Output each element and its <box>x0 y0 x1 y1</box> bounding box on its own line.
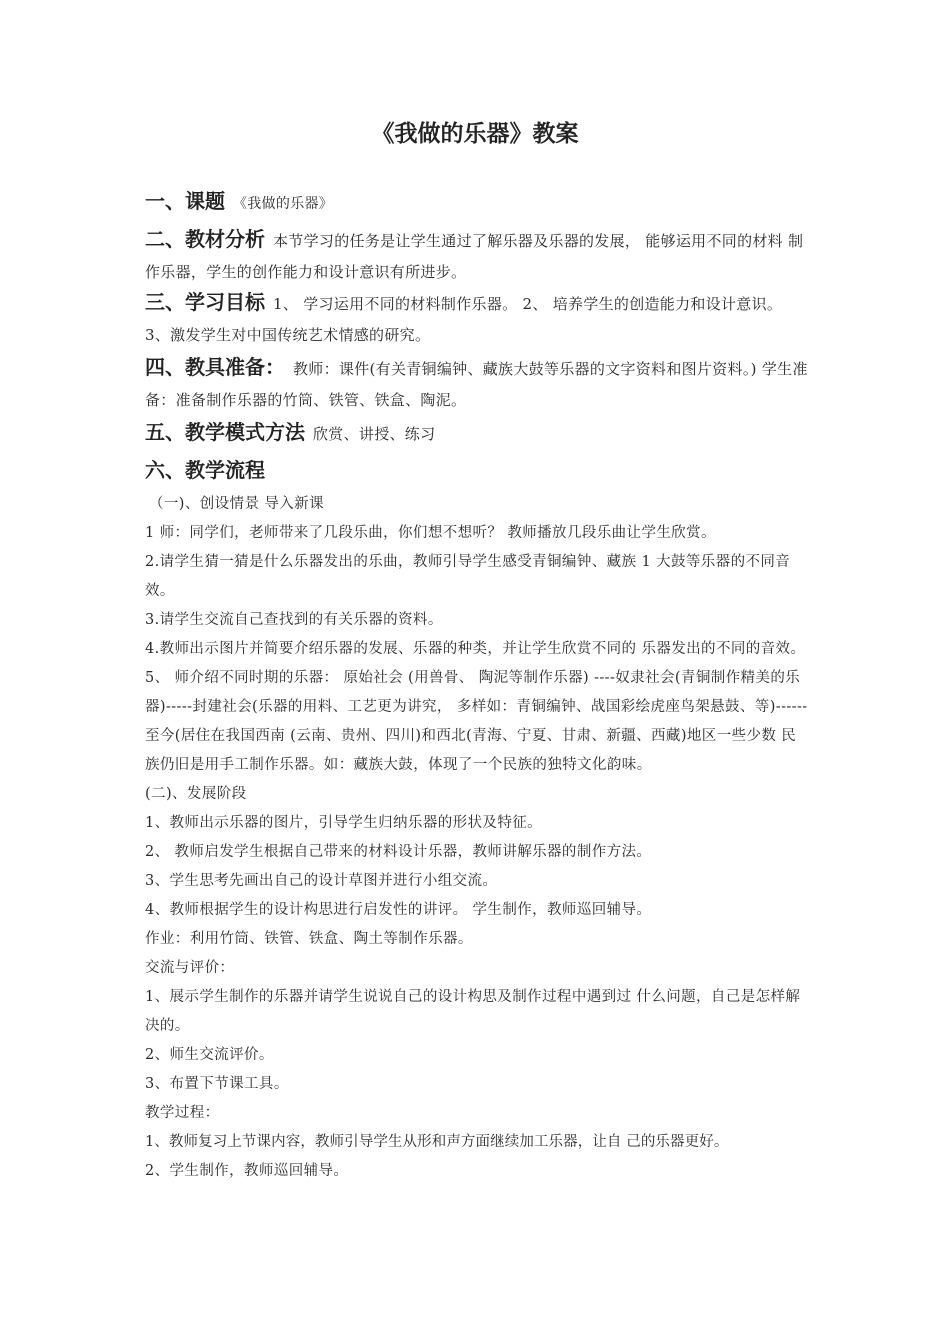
flow-paragraph: 4.教师出示图片并简要介绍乐器的发展、乐器的种类，并让学生欣赏不同的 乐器发出的不同的音效。 5、 师介绍不同时期的乐器： 原始社会 (用兽骨、 陶泥等制作乐器) ----奴隶社会(青铜制作精美的乐器)-----封建社会(乐器的用料、工艺更为讲究， 多样如：青铜编钟、战国彩绘虎座鸟架悬鼓、等)------至今(居住在我国西南 (云南、贵州、四川)和西北(青海、宁夏、甘肃、新疆、西藏)地区一些少数 民族仍旧是用手工制作乐器。如：藏族大鼓，体现了一个民族的独特文化韵味。 <box>145 641 808 773</box>
flow-paragraph: 交流与评价： <box>145 960 235 976</box>
flow-body <box>145 490 810 1186</box>
section-text: 欣赏、讲授、练习 <box>313 425 436 443</box>
flow-paragraph: 作业：利用竹筒、铁管、铁盒、陶土等制作乐器。 <box>145 931 473 947</box>
flow-paragraph: 3.请学生交流自己查找到的有关乐器的资料。 <box>145 612 443 628</box>
section-text: 教师：课件(有关青铜编钟、藏族大鼓等乐器的文字资料和图片资料。) 学生准备：准备制作乐器的竹筒、铁管、铁盒、陶泥。 <box>145 360 808 409</box>
flow-paragraph: 1、教师出示乐器的图片，引导学生归纳乐器的形状及特征。 <box>145 815 543 831</box>
flow-paragraph: 2、师生交流评价。 <box>145 1047 274 1063</box>
flow-paragraph: 4、教师根据学生的设计构思进行启发性的讲评。 学生制作，教师巡回辅导。 <box>145 902 652 918</box>
section-text: 1、 学习运用不同的材料制作乐器。 2、 培养学生的创造能力和设计意识。 3、激发学生对中国传统艺术情感的研究。 <box>145 295 783 344</box>
flow-paragraph: 2.请学生猜一猜是什么乐器发出的乐曲，教师引导学生感受青铜编钟、藏族 1 大鼓等乐器的不同音效。 <box>145 554 791 599</box>
section-topic <box>145 186 810 220</box>
flow-paragraph: (二)、发展阶段 <box>145 786 247 802</box>
document-title: 《我做的乐器》教案 <box>371 121 579 147</box>
flow-paragraph: （一)、创设情景 导入新课 <box>149 496 324 512</box>
section-learning-goals <box>145 287 810 351</box>
flow-paragraph: 1 师：同学们，老师带来了几段乐曲，你们想不想听？ 教师播放几段乐曲让学生欣赏。 <box>145 525 716 541</box>
section-teaching-aids <box>145 352 810 416</box>
section-heading: 六、教学流程 <box>145 458 265 482</box>
section-text: 本节学习的任务是让学生通过了解乐器及乐器的发展， 能够运用不同的材料 制作乐器，学生的创作能力和设计意识有所进步。 <box>145 232 804 281</box>
flow-paragraph: 2、 教师启发学生根据自己带来的材料设计乐器，教师讲解乐器的制作方法。 <box>145 844 652 860</box>
flow-paragraph: 1、展示学生制作的乐器并请学生说说自己的设计构思及制作过程中遇到过 什么问题，自己是怎样解决的。 <box>145 989 801 1034</box>
section-teaching-flow <box>145 455 810 488</box>
section-heading: 一、课题 <box>145 189 225 213</box>
section-heading: 四、教具准备： <box>145 355 285 379</box>
flow-paragraph: 3、学生思考先画出自己的设计草图并进行小组交流。 <box>145 873 498 889</box>
section-text: 《我做的乐器》 <box>233 196 334 212</box>
section-heading: 二、教材分析 <box>145 227 265 251</box>
flow-paragraph: 2、学生制作，教师巡回辅导。 <box>145 1163 349 1179</box>
section-teaching-method <box>145 417 810 450</box>
flow-paragraph: 教学过程： <box>145 1105 220 1121</box>
flow-paragraph: 3、布置下节课工具。 <box>145 1076 289 1092</box>
section-heading: 五、教学模式方法 <box>145 420 305 444</box>
flow-paragraph: 1、教师复习上节课内容，教师引导学生从形和声方面继续加工乐器，让自 己的乐器更好。 <box>145 1134 729 1150</box>
section-heading: 三、学习目标 <box>145 290 265 314</box>
section-material-analysis <box>145 224 810 288</box>
